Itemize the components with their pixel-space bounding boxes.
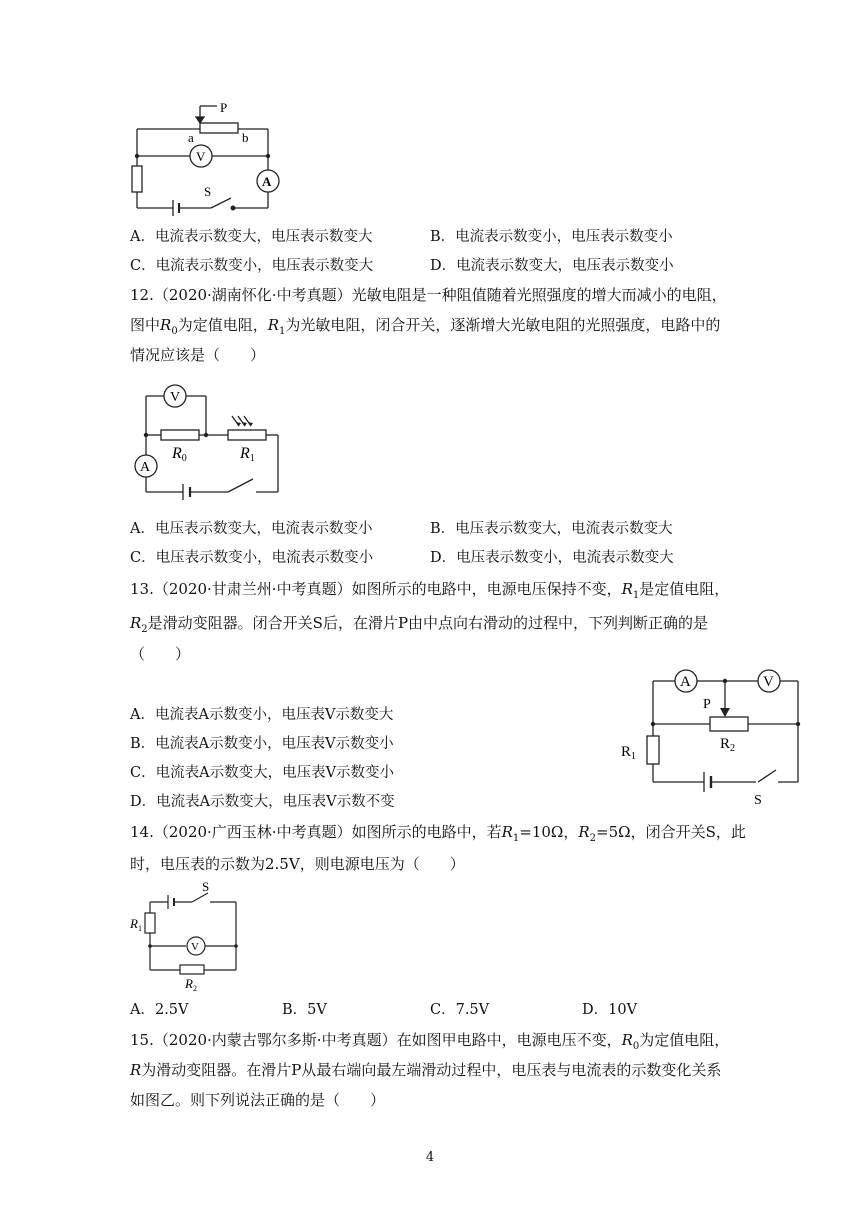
q13-line1-b: 是定值电阻， <box>639 580 730 598</box>
q13-r1-label <box>621 744 636 762</box>
q14-option-c[interactable]: C．7.5V <box>430 1002 490 1018</box>
q14-stem-line-1: 14.（2020·广西玉林·中考真题）如图所示的电路中，若$R_1=10\Omega$，$R_2=5\Omega$，闭合开关S，此 <box>130 823 746 844</box>
q11-label-p: P <box>220 100 228 115</box>
q11-option-b[interactable]: B．电流表示数变小，电压表示数变小 <box>430 229 673 245</box>
q11-option-c[interactable]: C．电流表示数变小，电压表示数变大 <box>130 258 374 274</box>
q12-r1-label <box>239 445 255 464</box>
q15-line2-b: 为滑动变阻器。在滑片P从最右端向最左端滑动过程中，电压表与电流表的示数变化关系 <box>141 1061 722 1079</box>
q12-voltmeter-label: V <box>170 390 181 405</box>
q11-label-a: a <box>188 130 194 145</box>
q12-stem-line-2: 图中$R_0$为定值电阻，$R_1$为光敏电阻，闭合开关，逐渐增大光敏电阻的光照强度，电路中的 <box>130 316 721 337</box>
q13-r1-subscript: 1 <box>631 751 637 762</box>
q13-line2: 是滑动变阻器。闭合开关S后，在滑片P由中点向右滑动的过程中，下列判断正确的是 <box>147 614 709 632</box>
q13-circuit-diagram <box>618 664 810 810</box>
q13-r2-symbol: R <box>720 736 731 752</box>
q11-switch-label: S <box>204 184 212 199</box>
q14-option-b[interactable]: B．5V <box>282 1002 327 1018</box>
q12-r0-symbol: R <box>172 445 182 462</box>
q15-stem-line-3: 如图乙。则下列说法正确的是（ ） <box>130 1091 386 1109</box>
q14-r1-subscript: 1 <box>137 924 142 933</box>
q13-stem-line-3: （ ） <box>130 645 191 663</box>
q11-ammeter-label: A <box>262 174 272 189</box>
q13-voltmeter-label: V <box>763 674 774 690</box>
q12-r0-subscript: 0 <box>181 453 187 464</box>
q15-stem-line-2: R为滑动变阻器。在滑片P从最右端向最左端滑动过程中，电压表与电流表的示数变化关系 <box>130 1061 722 1079</box>
q14-r1-label <box>129 916 142 933</box>
q11-label-b: b <box>242 130 249 145</box>
q12-r0-label <box>171 445 187 464</box>
q12-option-c[interactable]: C．电压表示数变小，电流表示数变小 <box>130 550 374 566</box>
q14-option-a[interactable]: A．2.5V <box>130 1002 189 1018</box>
q15-stem-line-1: 15.（2020·内蒙古鄂尔多斯·中考真题）在如图甲电路中，电源电压不变，$R_0$为定值电阻， <box>130 1031 730 1052</box>
q13-line1-a: 13.（2020·甘肃兰州·中考真题）如图所示的电路中，电源电压保持不变， <box>130 580 622 598</box>
q13-stem-line-2: $R_2$是滑动变阻器。闭合开关S后，在滑片P由中点向右滑动的过程中，下列判断正确的是 <box>130 614 709 635</box>
q11-option-d[interactable]: D．电流表示数变大，电压表示数变小 <box>430 258 674 274</box>
q12-r1-subscript: 1 <box>249 453 255 464</box>
q14-line1-a: 14.（2020·广西玉林·中考真题）如图所示的电路中，若 <box>130 823 502 841</box>
q14-line1-c: =5Ω，闭合开关S，此 <box>596 823 746 841</box>
q13-r2-subscript: 2 <box>730 743 736 754</box>
q12-circuit-diagram <box>128 380 288 510</box>
q13-r1-symbol: R <box>621 744 632 760</box>
q13-r2-label <box>720 736 735 754</box>
q14-circuit-diagram <box>128 878 243 992</box>
q14-r2-subscript: 2 <box>192 984 197 992</box>
q14-r1-symbol: R <box>130 916 138 931</box>
page-number: 4 <box>425 1150 435 1165</box>
q15-line1-a: 15.（2020·内蒙古鄂尔多斯·中考真题）在如图甲电路中，电源电压不变， <box>130 1031 622 1049</box>
q12-line2-mid: 为定值电阻， <box>177 316 268 334</box>
q15-line1-b: 为定值电阻， <box>639 1031 730 1049</box>
q13-switch-label: S <box>754 793 762 808</box>
q13-option-c[interactable]: C．电流表A示数变大，电压表V示数变小 <box>130 765 395 781</box>
q14-stem-line-2: 时，电压表的示数为2.5V，则电源电压为（ ） <box>130 855 465 873</box>
q14-r2-label <box>184 976 197 992</box>
q13-option-b[interactable]: B．电流表A示数变小，电压表V示数变小 <box>130 736 394 752</box>
q14-r2-symbol: R <box>185 976 193 991</box>
q13-stem-line-1: 13.（2020·甘肃兰州·中考真题）如图所示的电路中，电源电压保持不变，$R_1$是定值电阻， <box>130 580 730 601</box>
q14-option-d[interactable]: D．10V <box>582 1002 638 1018</box>
q13-option-d[interactable]: D．电流表A示数变大，电压表V示数不变 <box>130 794 395 810</box>
q12-option-a[interactable]: A．电压表示数变大，电流表示数变小 <box>130 521 373 537</box>
q11-voltmeter-label: V <box>196 149 206 164</box>
q12-option-b[interactable]: B．电压表示数变大，电流表示数变大 <box>430 521 673 537</box>
q14-line1-b: =10Ω， <box>519 823 579 841</box>
q13-slider-label: P <box>703 697 711 712</box>
q13-option-a[interactable]: A．电流表A示数变小，电压表V示数变大 <box>130 707 394 723</box>
q11-circuit-diagram <box>125 98 290 216</box>
q12-stem-line-3: 情况应该是（ ） <box>130 346 266 364</box>
q12-r1-symbol: R <box>240 445 250 462</box>
q11-option-a[interactable]: A．电流表示数变大，电压表示数变大 <box>130 229 373 245</box>
q12-option-d[interactable]: D．电压表示数变小，电流表示数变大 <box>430 550 674 566</box>
q12-line2-prefix: 图中 <box>130 316 161 334</box>
q12-stem-line-1: 12.（2020·湖南怀化·中考真题）光敏电阻是一种阻值随着光照强度的增大而减小的电阻， <box>130 286 727 304</box>
q12-line2-rest: 为光敏电阻，闭合开关，逐渐增大光敏电阻的光照强度，电路中的 <box>285 316 721 334</box>
q12-ammeter-label: A <box>140 460 151 475</box>
q14-switch-label: S <box>202 879 210 894</box>
q14-voltmeter-label: V <box>191 941 199 953</box>
q13-ammeter-label: A <box>680 674 691 690</box>
